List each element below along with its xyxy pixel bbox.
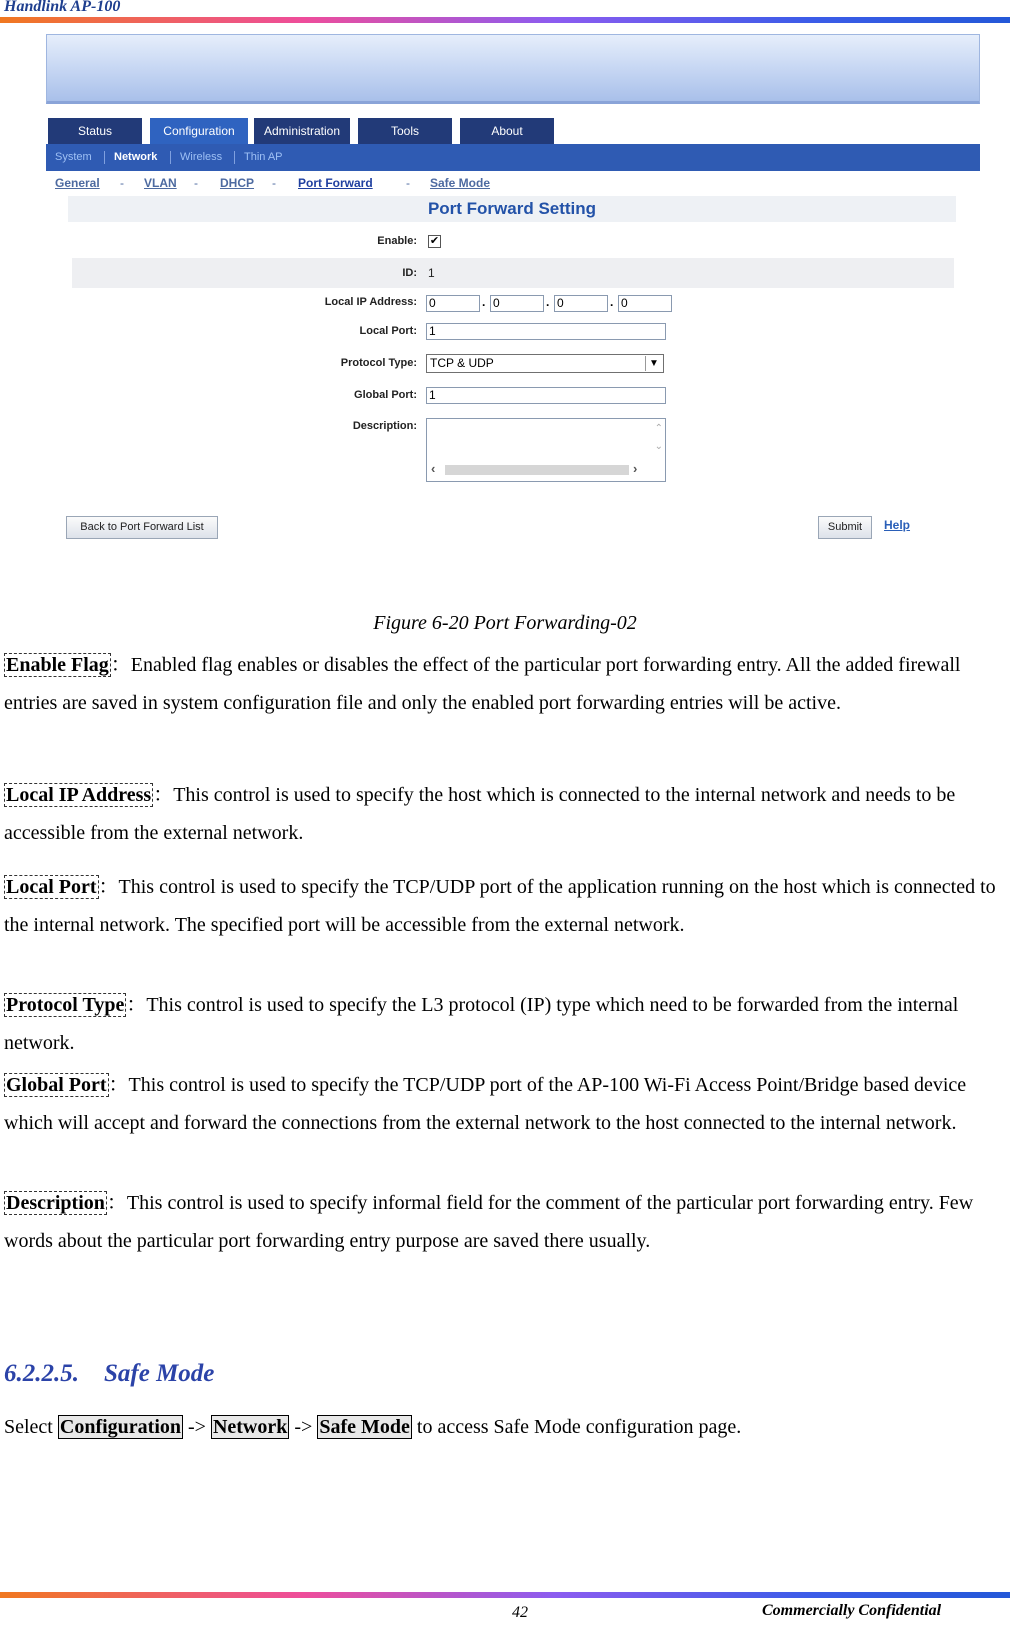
- enable-flag-paragraph: [4, 646, 1004, 722]
- subnav-system[interactable]: System: [55, 151, 92, 163]
- network-sublinks: [46, 176, 980, 196]
- sublink-port-forward[interactable]: Port Forward: [298, 176, 373, 190]
- sublink-safe-mode[interactable]: Safe Mode: [430, 176, 491, 190]
- footer-gradient-bar: [0, 1592, 1010, 1598]
- protocol-select[interactable]: [426, 354, 664, 373]
- port-forward-screenshot: [46, 34, 980, 590]
- ip-octet-2-input[interactable]: 0: [490, 295, 544, 312]
- app-banner: [46, 34, 980, 104]
- tab-configuration[interactable]: Configuration: [150, 118, 248, 144]
- subnav-thin-ap[interactable]: Thin AP: [244, 151, 283, 163]
- enable-checkbox[interactable]: ✔: [429, 235, 440, 247]
- page-number: 42: [512, 1604, 528, 1621]
- scroll-right-icon[interactable]: ›: [633, 461, 638, 476]
- description-row: [72, 414, 954, 484]
- header-gradient-bar: [0, 17, 1010, 23]
- ip-octet-4-input[interactable]: 0: [618, 295, 672, 312]
- protocol-type-term: Protocol Type: [6, 994, 125, 1016]
- sublink-dash: -: [406, 176, 410, 190]
- subnav-wireless[interactable]: Wireless: [180, 151, 223, 163]
- menu-configuration: Configuration: [59, 1416, 181, 1438]
- local-ip-text: ：This control is used to specify the host which is connected to the internal network and needs to be accessible from the external network.: [4, 784, 956, 844]
- local-port-text: ：This control is used to specify the TCP/UDP port of the application running on the host which is connected to the internal network. The specified port will be accessible from the external network.: [4, 876, 996, 936]
- local-ip-term: Local IP Address: [6, 784, 152, 806]
- sublink-dash: -: [194, 176, 198, 190]
- menu-safe-mode: Safe Mode: [319, 1416, 410, 1438]
- select-instruction: [4, 1408, 1004, 1446]
- local-port-paragraph: [4, 868, 1004, 944]
- protocol-type-text: ：This control is used to specify the L3 protocol (IP) type which need to be forwarded from the internal network.: [4, 994, 959, 1054]
- local-ip-paragraph: [4, 776, 1004, 852]
- scroll-down-icon[interactable]: ⌄: [654, 441, 663, 452]
- global-port-row: [72, 382, 954, 412]
- arrow-1: ->: [188, 1416, 206, 1438]
- main-tabs: [46, 118, 980, 144]
- tab-about[interactable]: About: [460, 118, 554, 144]
- local-port-row: [72, 318, 954, 348]
- horizontal-scrollbar[interactable]: [445, 465, 629, 475]
- subnav-separator: [234, 151, 235, 164]
- tab-tools[interactable]: Tools: [358, 118, 452, 144]
- id-label: ID:: [402, 267, 417, 279]
- subnav-separator: [170, 151, 171, 164]
- local-ip-row: [72, 288, 954, 318]
- global-port-input[interactable]: 1: [426, 387, 666, 404]
- ip-dot: .: [546, 295, 550, 309]
- ip-dot: .: [482, 295, 486, 309]
- select-prefix: Select: [4, 1416, 53, 1438]
- sublink-dash: -: [120, 176, 124, 190]
- local-ip-label: Local IP Address:: [324, 296, 417, 308]
- sublink-dash: -: [272, 176, 276, 190]
- global-port-label: Global Port:: [354, 389, 417, 401]
- enable-flag-text: ：Enabled flag enables or disables the effect of the particular port forwarding entry. All the added firewall entries are saved in system configuration file and only the enabled port forwarding entries will be active.: [4, 654, 961, 714]
- help-link[interactable]: Help: [884, 518, 911, 532]
- scroll-up-icon[interactable]: ⌃: [654, 423, 663, 434]
- scroll-left-icon[interactable]: ‹: [431, 461, 436, 476]
- description-paragraph: [4, 1184, 1004, 1260]
- description-text: ：This control is used to specify informal field for the comment of the particular port forwarding entry. Few words about the particular port forwarding entry purpose are saved there usually.: [4, 1192, 974, 1252]
- arrow-2: ->: [294, 1416, 313, 1438]
- section-title: Safe Mode: [104, 1360, 215, 1387]
- ip-octet-1-input[interactable]: 0: [426, 295, 480, 312]
- description-label: Description:: [352, 420, 417, 432]
- description-textarea[interactable]: [426, 418, 666, 482]
- enable-flag-term: Enable Flag: [6, 654, 109, 676]
- protocol-type-paragraph: [4, 986, 1004, 1062]
- section-number: 6.2.2.5.: [4, 1360, 79, 1387]
- tab-status[interactable]: Status: [48, 118, 142, 144]
- enable-row: [72, 226, 954, 256]
- figure-caption: Figure 6-20 Port Forwarding-02: [373, 612, 637, 634]
- ip-dot: .: [610, 295, 614, 309]
- subnav-network[interactable]: Network: [114, 151, 158, 163]
- global-port-paragraph: [4, 1066, 1004, 1142]
- select-suffix: to access Safe Mode configuration page.: [416, 1416, 742, 1438]
- protocol-label: Protocol Type:: [340, 357, 417, 369]
- global-port-text: ：This control is used to specify the TCP/UDP port of the AP-100 Wi-Fi Access Point/Bridge based device which will accept and forward the connections from the external network to the host connected to the internal network.: [4, 1074, 967, 1134]
- ip-octet-3-input[interactable]: 0: [554, 295, 608, 312]
- description-term: Description: [6, 1192, 105, 1214]
- sublink-general[interactable]: General: [55, 176, 100, 190]
- protocol-select-value: TCP & UDP: [430, 356, 494, 370]
- confidential-label: Commercially Confidential: [762, 1602, 942, 1619]
- doc-header-title: Handlink AP-100: [4, 0, 121, 15]
- back-to-list-button[interactable]: Back to Port Forward List: [66, 516, 218, 539]
- local-port-input[interactable]: 1: [426, 323, 666, 340]
- subnav-separator: [104, 151, 105, 164]
- menu-network: Network: [212, 1416, 288, 1438]
- section-heading: [4, 1360, 214, 1388]
- local-port-term: Local Port: [6, 876, 97, 898]
- sublink-vlan[interactable]: VLAN: [144, 176, 177, 190]
- submit-button[interactable]: Submit: [818, 516, 872, 539]
- id-row: [72, 258, 954, 288]
- sub-nav: [46, 144, 980, 171]
- tab-administration[interactable]: Administration: [254, 118, 350, 144]
- protocol-row: [72, 350, 954, 380]
- local-port-label: Local Port:: [359, 325, 417, 337]
- port-forward-setting-title: Port Forward Setting: [68, 196, 956, 222]
- chevron-down-icon: ▼: [645, 356, 662, 371]
- id-value: 1: [428, 266, 435, 280]
- enable-label: Enable:: [377, 235, 417, 247]
- sublink-dhcp[interactable]: DHCP: [220, 176, 255, 190]
- global-port-term: Global Port: [6, 1074, 107, 1096]
